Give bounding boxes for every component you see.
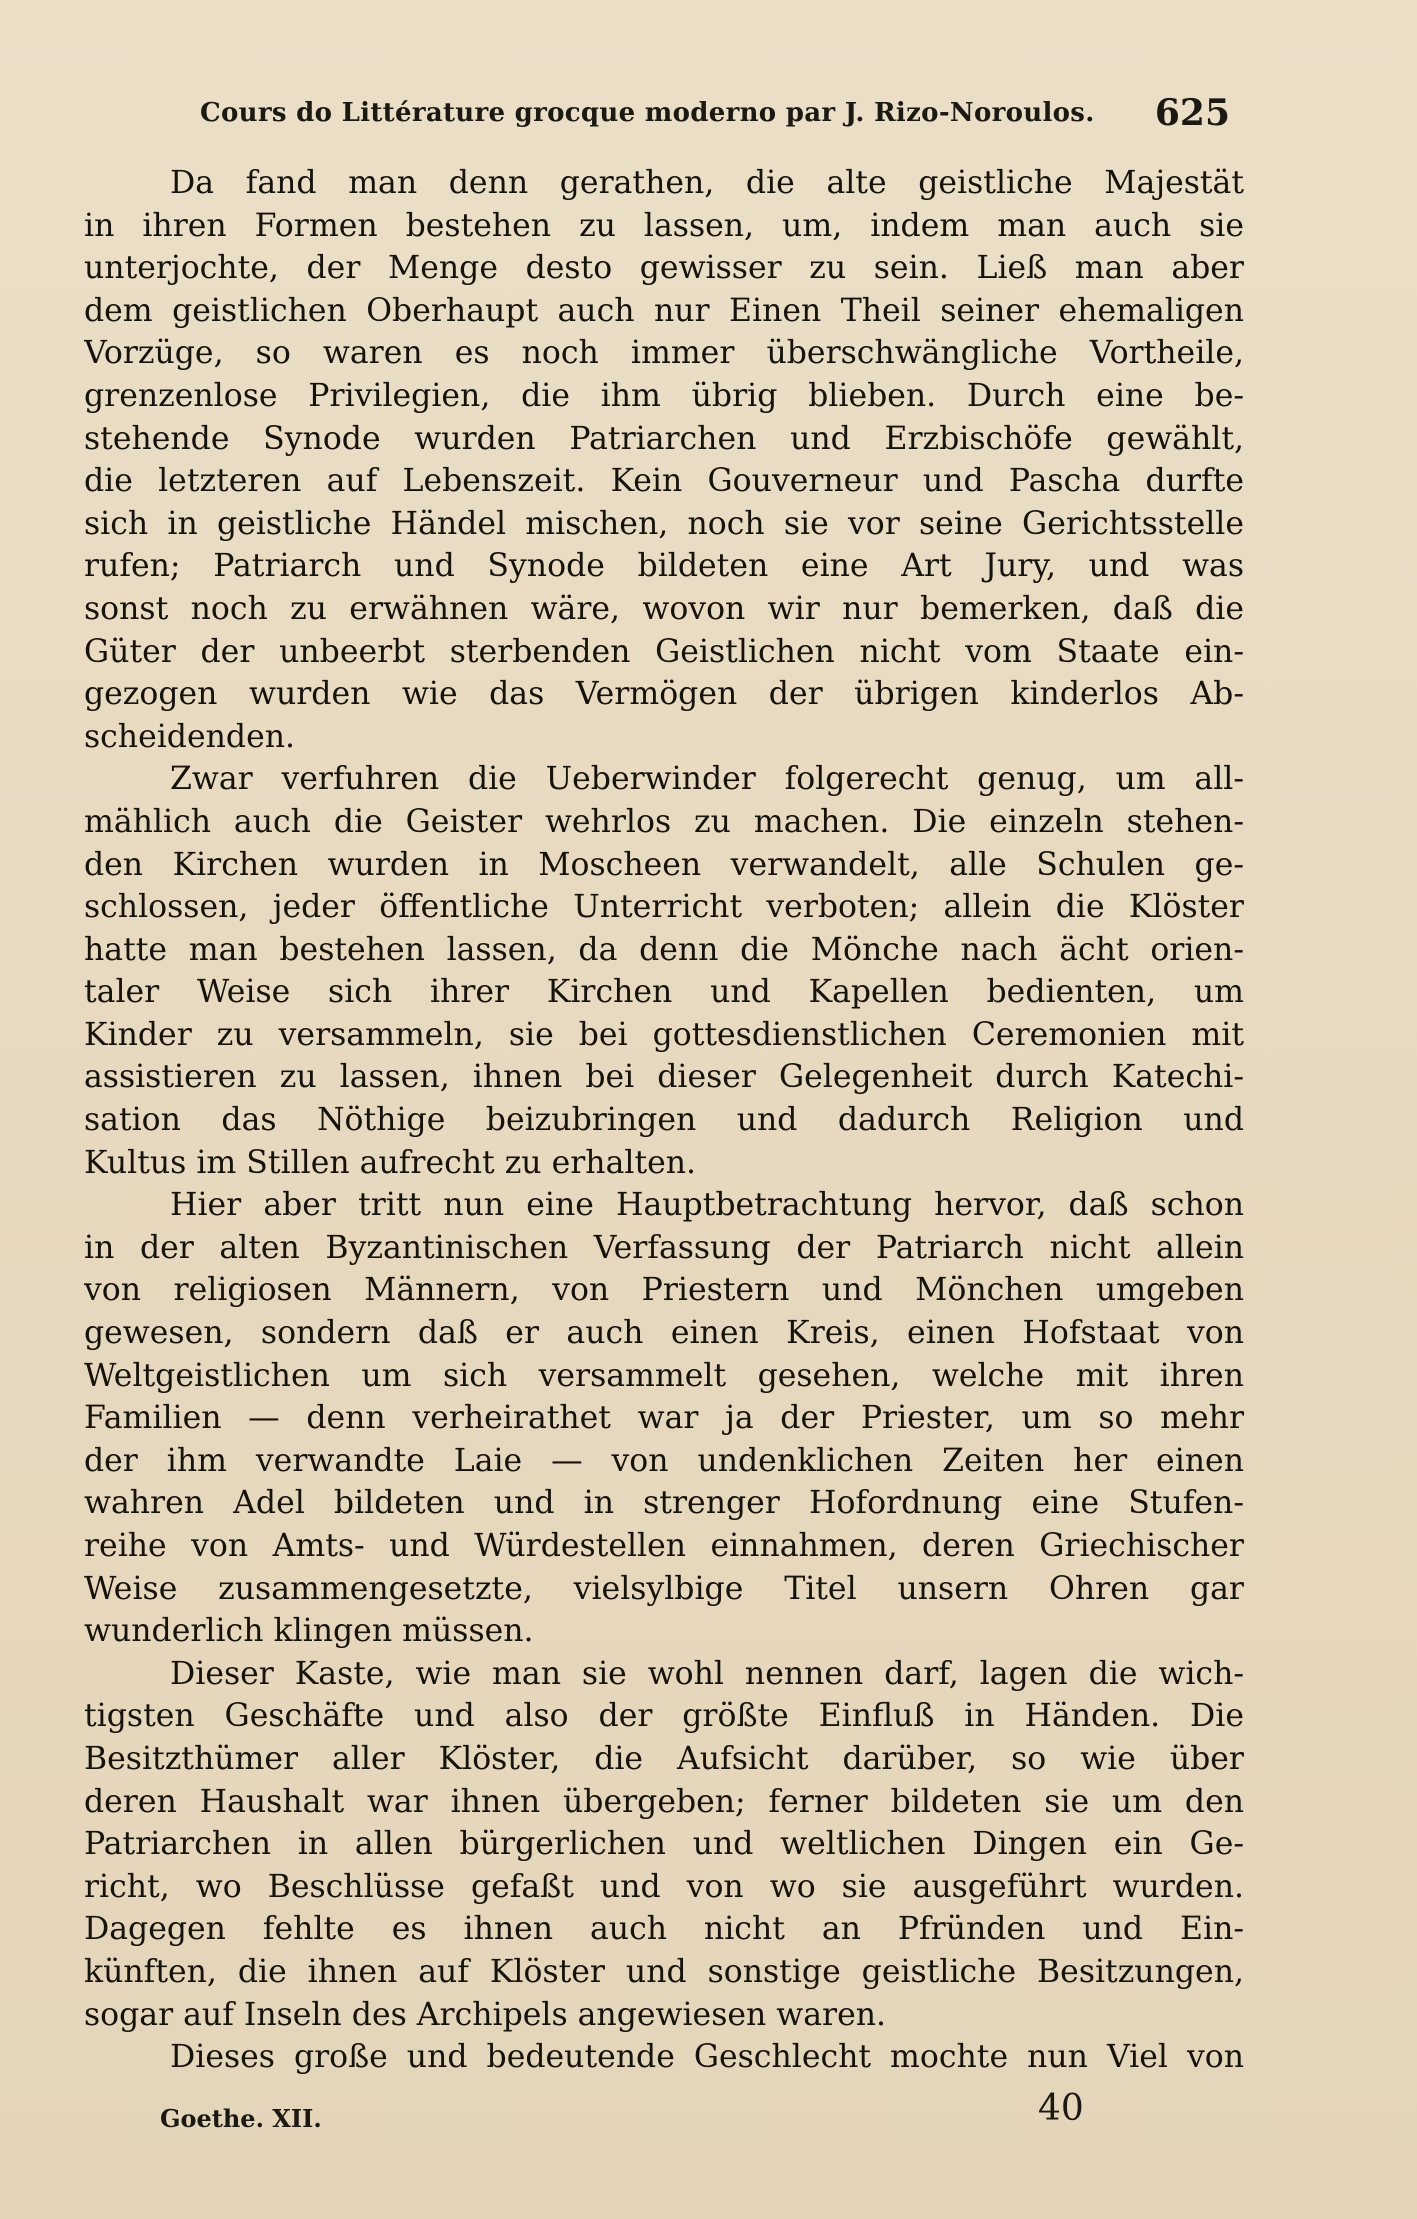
text-line: mählich auch die Geister wehrlos zu machen. Die einzeln stehen-	[84, 803, 1244, 840]
text-line: gezogen wurden wie das Vermögen der übrigen kinderlos Ab-	[84, 676, 1244, 713]
text-line: Vorzüge, so waren es noch immer überschwängliche Vortheile,	[84, 335, 1244, 372]
text-line: wunderlich klingen müssen.	[84, 1613, 534, 1650]
text-line: Dieses große und bedeutende Geschlecht mochte nun Viel von	[170, 2039, 1244, 2076]
text-line: Güter der unbeerbt sterbenden Geistlichen nicht vom Staate ein-	[84, 633, 1244, 670]
text-line: schlossen, jeder öffentliche Unterricht verboten; allein die Klöster	[84, 889, 1244, 926]
text-line: von religiosen Männern, von Priestern und Mönchen umgeben	[84, 1272, 1244, 1309]
text-line: wahren Adel bildeten und in strenger Hofordnung eine Stufen-	[84, 1485, 1244, 1522]
running-head	[200, 88, 1230, 138]
text-line: sogar auf Inseln des Archipels angewiesen waren.	[84, 1996, 887, 2033]
text-line: tigsten Geschäfte und also der größte Einfluß in Händen. Die	[84, 1698, 1244, 1735]
text-line: gewesen, sondern daß er auch einen Kreis, einen Hofstaat von	[84, 1315, 1244, 1352]
text-line: Weise zusammengesetzte, vielsylbige Titel unsern Ohren gar	[84, 1570, 1244, 1607]
text-line: in ihren Formen bestehen zu lassen, um, indem man auch sie	[84, 207, 1244, 244]
text-line: den Kirchen wurden in Moscheen verwandelt, alle Schulen ge-	[84, 846, 1244, 883]
text-line: Weltgeistlichen um sich versammelt gesehen, welche mit ihren	[84, 1357, 1244, 1394]
text-line: Dagegen fehlte es ihnen auch nicht an Pfründen und Ein-	[84, 1911, 1244, 1948]
text-line: Kinder zu versammeln, sie bei gottesdienstlichen Ceremonien mit	[84, 1016, 1244, 1053]
text-line: rufen; Patriarch und Synode bildeten eine Art Jury, und was	[84, 548, 1244, 585]
text-line: reihe von Amts- und Würdestellen einnahmen, deren Griechischer	[84, 1528, 1244, 1564]
text-line: Patriarchen in allen bürgerlichen und weltlichen Dingen ein Ge-	[84, 1826, 1244, 1863]
page-footer	[160, 2088, 1084, 2138]
text-line: Dieser Kaste, wie man sie wohl nennen darf, lagen die wich-	[170, 1655, 1244, 1692]
text-line: dem geistlichen Oberhaupt auch nur Einen Theil seiner ehemaligen	[84, 292, 1244, 329]
text-line: taler Weise sich ihrer Kirchen und Kapellen bedienten, um	[84, 974, 1244, 1011]
page-number: 625	[1154, 92, 1230, 134]
text-line: die letzteren auf Lebenszeit. Kein Gouverneur und Pascha durfte	[84, 463, 1244, 500]
text-line: sich in geistliche Händel mischen, noch sie vor seine Gerichtsstelle	[84, 505, 1244, 542]
text-line: der ihm verwandte Laie — von undenklichen Zeiten her einen	[84, 1442, 1244, 1479]
text-line: Besitzthümer aller Klöster, die Aufsicht darüber, so wie über	[84, 1740, 1244, 1777]
text-line: hatte man bestehen lassen, da denn die Mönche nach ächt orien-	[84, 931, 1244, 968]
text-line: unterjochte, der Menge desto gewisser zu sein. Ließ man aber	[84, 250, 1244, 287]
text-line: deren Haushalt war ihnen übergeben; ferner bildeten sie um den	[84, 1783, 1244, 1820]
text-line: Zwar verfuhren die Ueberwinder folgerecht genug, um all-	[170, 761, 1244, 798]
text-line: in der alten Byzantinischen Verfassung der Patriarch nicht allein	[84, 1229, 1244, 1266]
text-line: grenzenlose Privilegien, die ihm übrig blieben. Durch eine be-	[84, 377, 1244, 414]
text-line: richt, wo Beschlüsse gefaßt und von wo sie ausgeführt wurden.	[84, 1868, 1244, 1905]
text-line: assistieren zu lassen, ihnen bei dieser Gelegenheit durch Katechi-	[84, 1059, 1244, 1096]
text-line: Da fand man denn gerathen, die alte geistliche Majestät	[170, 165, 1244, 201]
text-line: stehende Synode wurden Patriarchen und Erzbischöfe gewählt,	[84, 420, 1244, 457]
text-line: scheidenden.	[84, 718, 296, 755]
sheet-number: 40	[1038, 2088, 1084, 2129]
text-line: sation das Nöthige beizubringen und dadurch Religion und	[84, 1102, 1244, 1139]
text-line: Hier aber tritt nun eine Hauptbetrachtung hervor, daß schon	[170, 1187, 1244, 1224]
text-line: künften, die ihnen auf Klöster und sonstige geistliche Besitzungen,	[84, 1953, 1244, 1990]
running-head-title: Cours do Littérature grocque moderno par J. Rizo-Noroulos.	[200, 98, 1095, 128]
signature-mark: Goethe. XII.	[160, 2104, 322, 2133]
text-line: sonst noch zu erwähnen wäre, wovon wir nur bemerken, daß die	[84, 590, 1244, 627]
body-text	[84, 162, 1244, 2079]
text-line: Kultus im Stillen aufrecht zu erhalten.	[84, 1144, 697, 1181]
text-line: Familien — denn verheirathet war ja der Priester, um so mehr	[84, 1400, 1244, 1437]
